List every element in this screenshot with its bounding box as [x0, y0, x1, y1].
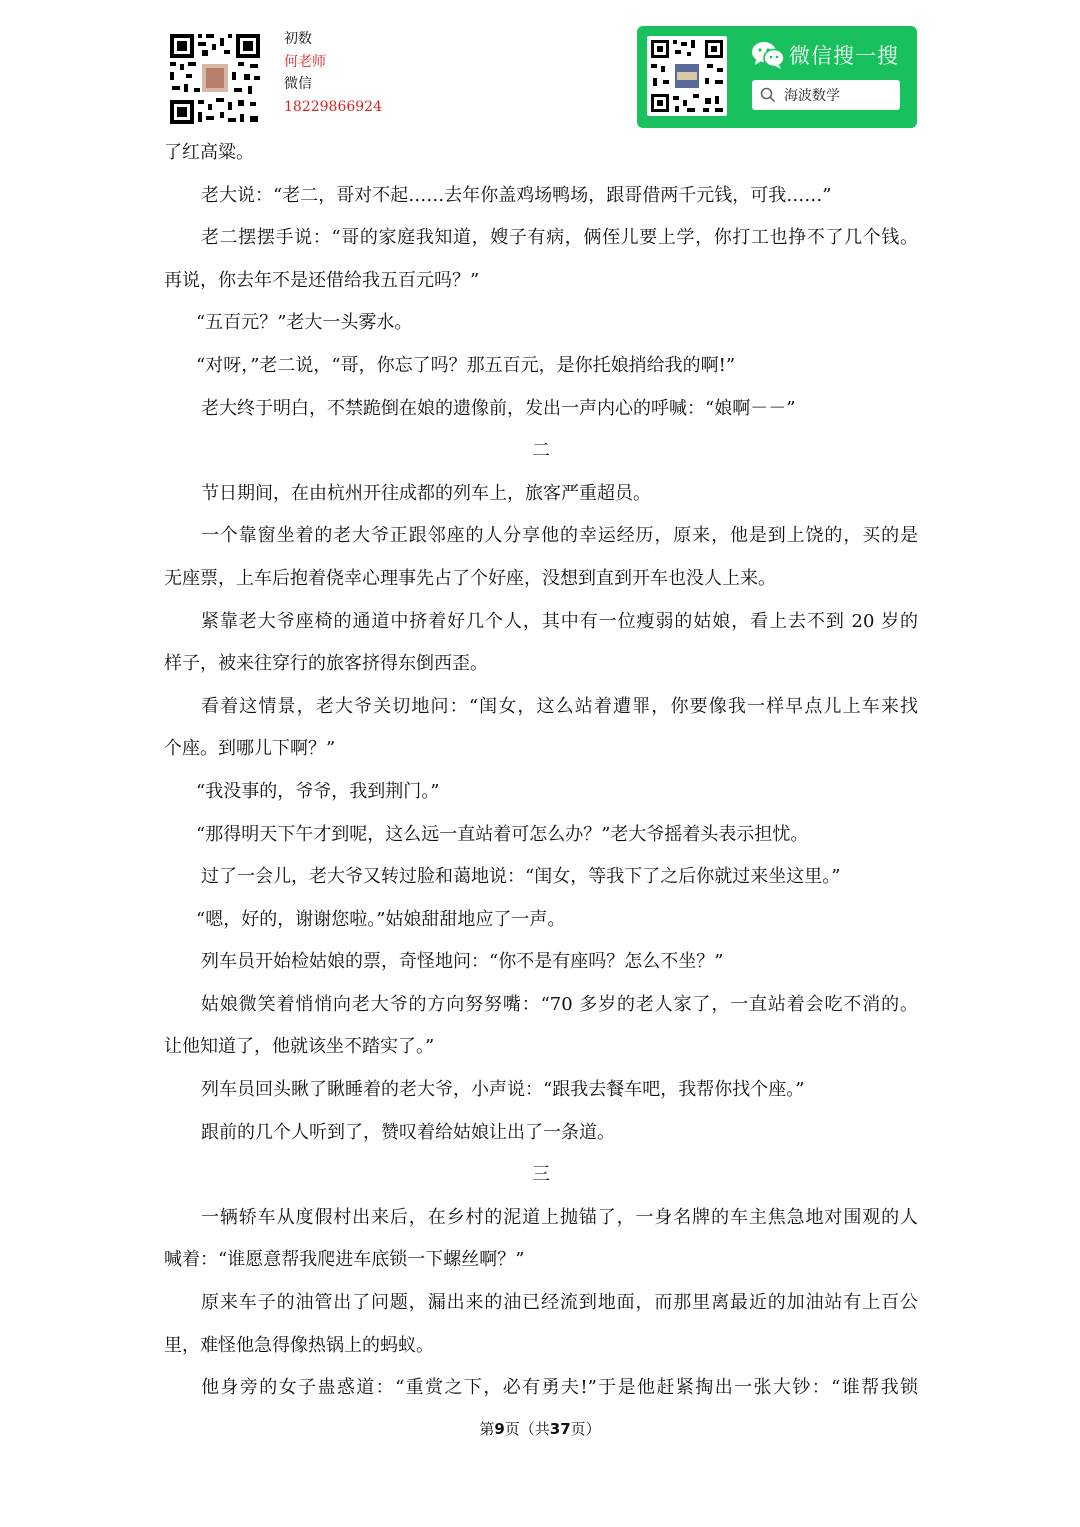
text-line: “五百元？”老大一头雾水。 — [196, 312, 413, 334]
wechat-search-card[interactable] — [637, 26, 917, 128]
text-line: 一辆轿车从度假村出来后，在乡村的泥道上抛锚了，一身名牌的车主焦急地对围观的人 — [201, 1206, 918, 1228]
contact-line-phone: 18229866924 — [284, 98, 382, 115]
wechat-qr-code — [647, 36, 727, 116]
wechat-search-box[interactable] — [752, 80, 900, 110]
page-footer — [0, 1418, 1080, 1439]
text-line: “我没事的，爷爷，我到荆门。” — [196, 780, 440, 802]
text-line: 一个靠窗坐着的老大爷正跟邻座的人分享他的幸运经历，原来，他是到上饶的，买的是 — [201, 525, 918, 547]
text-line: 让他知道了，他就该坐不踏实了。” — [164, 1036, 435, 1058]
text-line: 老大终于明白，不禁跪倒在娘的遗像前，发出一声内心的呼喊：“娘啊－－” — [201, 397, 796, 419]
qr-code — [168, 32, 262, 126]
wechat-logo-icon — [751, 40, 785, 70]
text-line: 紧靠老大爷座椅的通道中挤着好几个人，其中有一位瘦弱的姑娘，看上去不到 20 岁的 — [201, 610, 918, 632]
text-line: 喊着：“谁愿意帮我爬进车底锁一下螺丝啊？” — [164, 1249, 525, 1271]
contact-info — [284, 28, 382, 118]
contact-line-subject: 初数 — [284, 31, 312, 47]
text-line: 里，难怪他急得像热锅上的蚂蚁。 — [164, 1334, 434, 1356]
text-line: 看着这情景，老大爷关切地问：“闺女，这么站着遭罪，你要像我一样早点儿上车来找 — [201, 695, 918, 717]
text-line: 原来车子的油管出了问题，漏出来的油已经流到地面，而那里离最近的加油站有上百公 — [201, 1292, 918, 1314]
text-line: 了红高粱。 — [164, 142, 254, 163]
text-line: 跟前的几个人听到了，赞叹着给姑娘让出了一条道。 — [201, 1121, 615, 1143]
text-line: 节日期间，在由杭州开往成都的列车上，旅客严重超员。 — [201, 482, 651, 504]
footer-total-pages: 37 — [549, 1420, 571, 1438]
text-line: 样子，被来往穿行的旅客挤得东倒西歪。 — [164, 653, 488, 675]
contact-line-teacher: 何老师 — [284, 53, 326, 70]
text-line: 再说，你去年不是还借给我五百元吗？” — [164, 269, 480, 291]
contact-line-wechat-label: 微信 — [284, 76, 312, 92]
text-line: 个座。到哪儿下啊？” — [164, 738, 336, 760]
text-line: 他身旁的女子蛊惑道：“重赏之下，必有勇夫!”于是他赶紧掏出一张大钞：“谁帮我锁 — [201, 1377, 918, 1399]
text-line: 过了一会儿，老大爷又转过脸和蔼地说：“闺女，等我下了之后你就过来坐这里。” — [201, 866, 841, 888]
section-number: 三 — [532, 1164, 550, 1186]
footer-suffix: 页） — [570, 1420, 601, 1438]
document-body — [164, 132, 918, 1410]
text-line: 列车员开始检姑娘的票，奇怪地问：“你不是有座吗？怎么不坐？” — [201, 951, 724, 973]
footer-page-number: 9 — [494, 1420, 505, 1438]
wechat-search-title: 微信搜一搜 — [789, 44, 899, 68]
text-line: 列车员回头瞅了瞅睡着的老大爷，小声说：“跟我去餐车吧，我帮你找个座。” — [201, 1079, 805, 1101]
search-icon — [760, 87, 776, 103]
wechat-search-text: 海波数学 — [784, 88, 840, 104]
text-line: “对呀，”老二说，“哥，你忘了吗？那五百元，是你托娘捎给我的啊!” — [196, 354, 736, 376]
text-line: “嗯，好的，谢谢您啦。”姑娘甜甜地应了一声。 — [196, 908, 566, 930]
text-line: 老二摆摆手说：“哥的家庭我知道，嫂子有病，俩侄儿要上学，你打工也挣不了几个钱。 — [201, 227, 918, 249]
text-line: 无座票，上车后抱着侥幸心理事先占了个好座，没想到直到开车也没人上来。 — [164, 567, 776, 589]
text-line: “那得明天下午才到呢，这么远一直站着可怎么办？”老大爷摇着头表示担忧。 — [196, 823, 809, 845]
section-number: 二 — [532, 440, 550, 462]
text-line: 姑娘微笑着悄悄向老大爷的方向努努嘴：“70 多岁的老人家了，一直站着会吃不消的。 — [201, 993, 918, 1015]
text-line: 老大说：“老二，哥对不起……去年你盖鸡场鸭场，跟哥借两千元钱，可我……” — [201, 184, 832, 206]
footer-middle: 页（共 — [504, 1420, 550, 1438]
footer-prefix: 第 — [479, 1420, 495, 1438]
